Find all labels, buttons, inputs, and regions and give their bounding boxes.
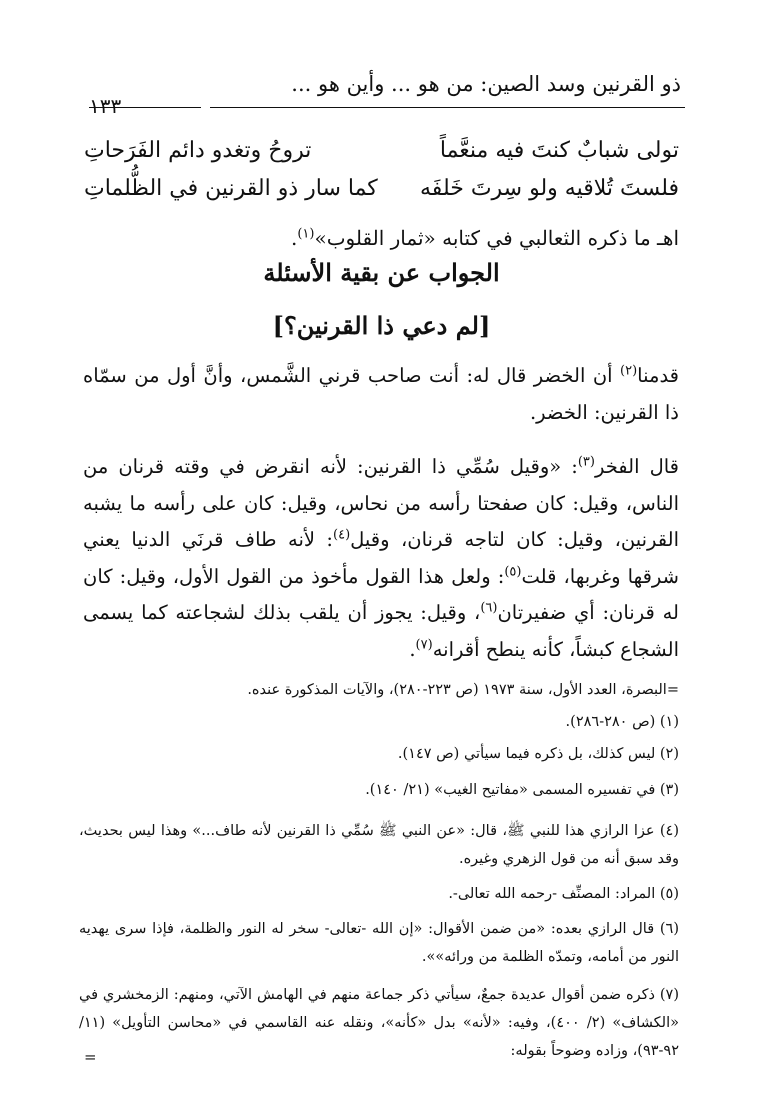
p2-text-b: : «وقيل سُمِّي ذا القرنين: لأنه انقرض في وقته قرنان من الناس، وقيل: كان صفحتا رأسه من نحاس، وقيل: كان على رأسه ما يشبه القرنين، وقيل: كان لتاجه قرنان، وقيل xyxy=(83,455,679,551)
p2-text-f: . xyxy=(409,637,416,661)
closing-end: . xyxy=(290,226,298,250)
footnote-5: (٥) المراد: المصنِّف -رحمه الله تعالى-. xyxy=(448,886,679,902)
footnote-continues-mark: = xyxy=(84,1048,97,1066)
verse-1-hemistich-right: تولى شبابٌ كنتَ فيه منعَّماً xyxy=(439,138,679,163)
p1-text-a: قدمنا xyxy=(637,364,679,387)
header-rule-right xyxy=(210,107,685,108)
footnote-ref-7: (٧) xyxy=(415,637,433,652)
footnote-4: (٤) عزا الرازي هذا للنبي ﷺ، قال: «عن النبي ﷺ سُمِّي ذا القرنين لأنه طاف...» وهذا ليس بحديث، وقد سبق أنه من قول الزهري وغيره. xyxy=(79,823,679,867)
verse-2-hemistich-left: كما سار ذو القرنين في الظُّلماتِ xyxy=(84,176,378,201)
closing-text: اهـ ما ذكره الثعالبي في كتابه «ثمار القلوب» xyxy=(314,226,679,250)
footnote-continuation: =البصرة، العدد الأول، سنة ١٩٧٣ (ص ٢٢٣-٢٨٠)، والآيات المذكورة عنده. xyxy=(247,682,679,698)
page-number: ١٣٣ xyxy=(89,94,122,118)
footnote-3: (٣) في تفسيره المسمى «مفاتيح الغيب» (٢١/ ١٤٠). xyxy=(365,782,679,798)
footnote-7: (٧) ذكره ضمن أقوال عديدة جمعٌ، سيأتي ذكر جماعة منهم في الهامش الآتي، ومنهم: الزمخشري في «الكشاف» (٢/ ٤٠٠)، وفيه: «لأنه» بدل «كأنه»، ونقله عنه القاسمي في «محاسن التأويل» (١١/ ٩٢-٩٣)، وزاده وضوحاً بقوله: xyxy=(79,987,679,1059)
footnote-ref-6: (٦) xyxy=(480,600,498,616)
subsection-heading: [لم دعي ذا القرنين؟] xyxy=(272,311,491,340)
footnote-1: (١) (ص ٢٨٠-٢٨٦). xyxy=(565,714,679,730)
p2-text-a: قال الفخر xyxy=(594,455,680,478)
p2-text-d: : ولعل هذا القول مأخوذ من القول الأول، وقيل: كان له قرنان: أي ضفيرتان xyxy=(83,564,679,624)
footnote-ref-2: (٢) xyxy=(620,363,638,379)
section-heading: الجواب عن بقية الأسئلة xyxy=(263,258,500,287)
footnote-ref-5: (٥) xyxy=(504,564,522,579)
verse-2-hemistich-right: فلستَ تُلاقيه ولو سِرتَ خَلفَه xyxy=(420,176,679,201)
p2-text-e: ، وقيل: يجوز أن يلقب بذلك لشجاعته كما يسمى الشجاع كبشاً، كأنه ينطح أقرانه xyxy=(83,601,679,661)
footnote-ref-3: (٣) xyxy=(577,454,595,470)
closing-line xyxy=(291,226,679,250)
running-header-title: ذو القرنين وسد الصين: من هو ... وأين هو ... xyxy=(291,72,681,96)
footnote-ref-1: (١) xyxy=(297,226,315,242)
p1-text-b: أن الخضر قال له: أنت صاحب قرني الشَّمس، وأنَّ أول من سمّاه ذا القرنين: الخضر. xyxy=(83,364,679,424)
header-rule-left xyxy=(89,107,201,108)
verse-1-hemistich-left: تروحُ وتغدو دائم الفَرَحاتِ xyxy=(84,138,312,163)
footnote-6: (٦) قال الرازي بعده: «من ضمن الأقوال: «إن الله -تعالى- سخر له النور والظلمة، فإذا سرى يهديه النور من أمامه، وتمدّه الظلمة من ورائه»». xyxy=(79,921,679,965)
paragraph-2 xyxy=(83,449,679,668)
footnote-2: (٢) ليس كذلك، بل ذكره فيما سيأتي (ص ١٤٧). xyxy=(397,746,679,762)
footnote-ref-4: (٤) xyxy=(333,527,351,543)
paragraph-1 xyxy=(83,358,679,431)
p2-text-c: : لأنه طاف قرنَي الدنيا يعني شرقها وغربها، قلت xyxy=(83,528,679,588)
